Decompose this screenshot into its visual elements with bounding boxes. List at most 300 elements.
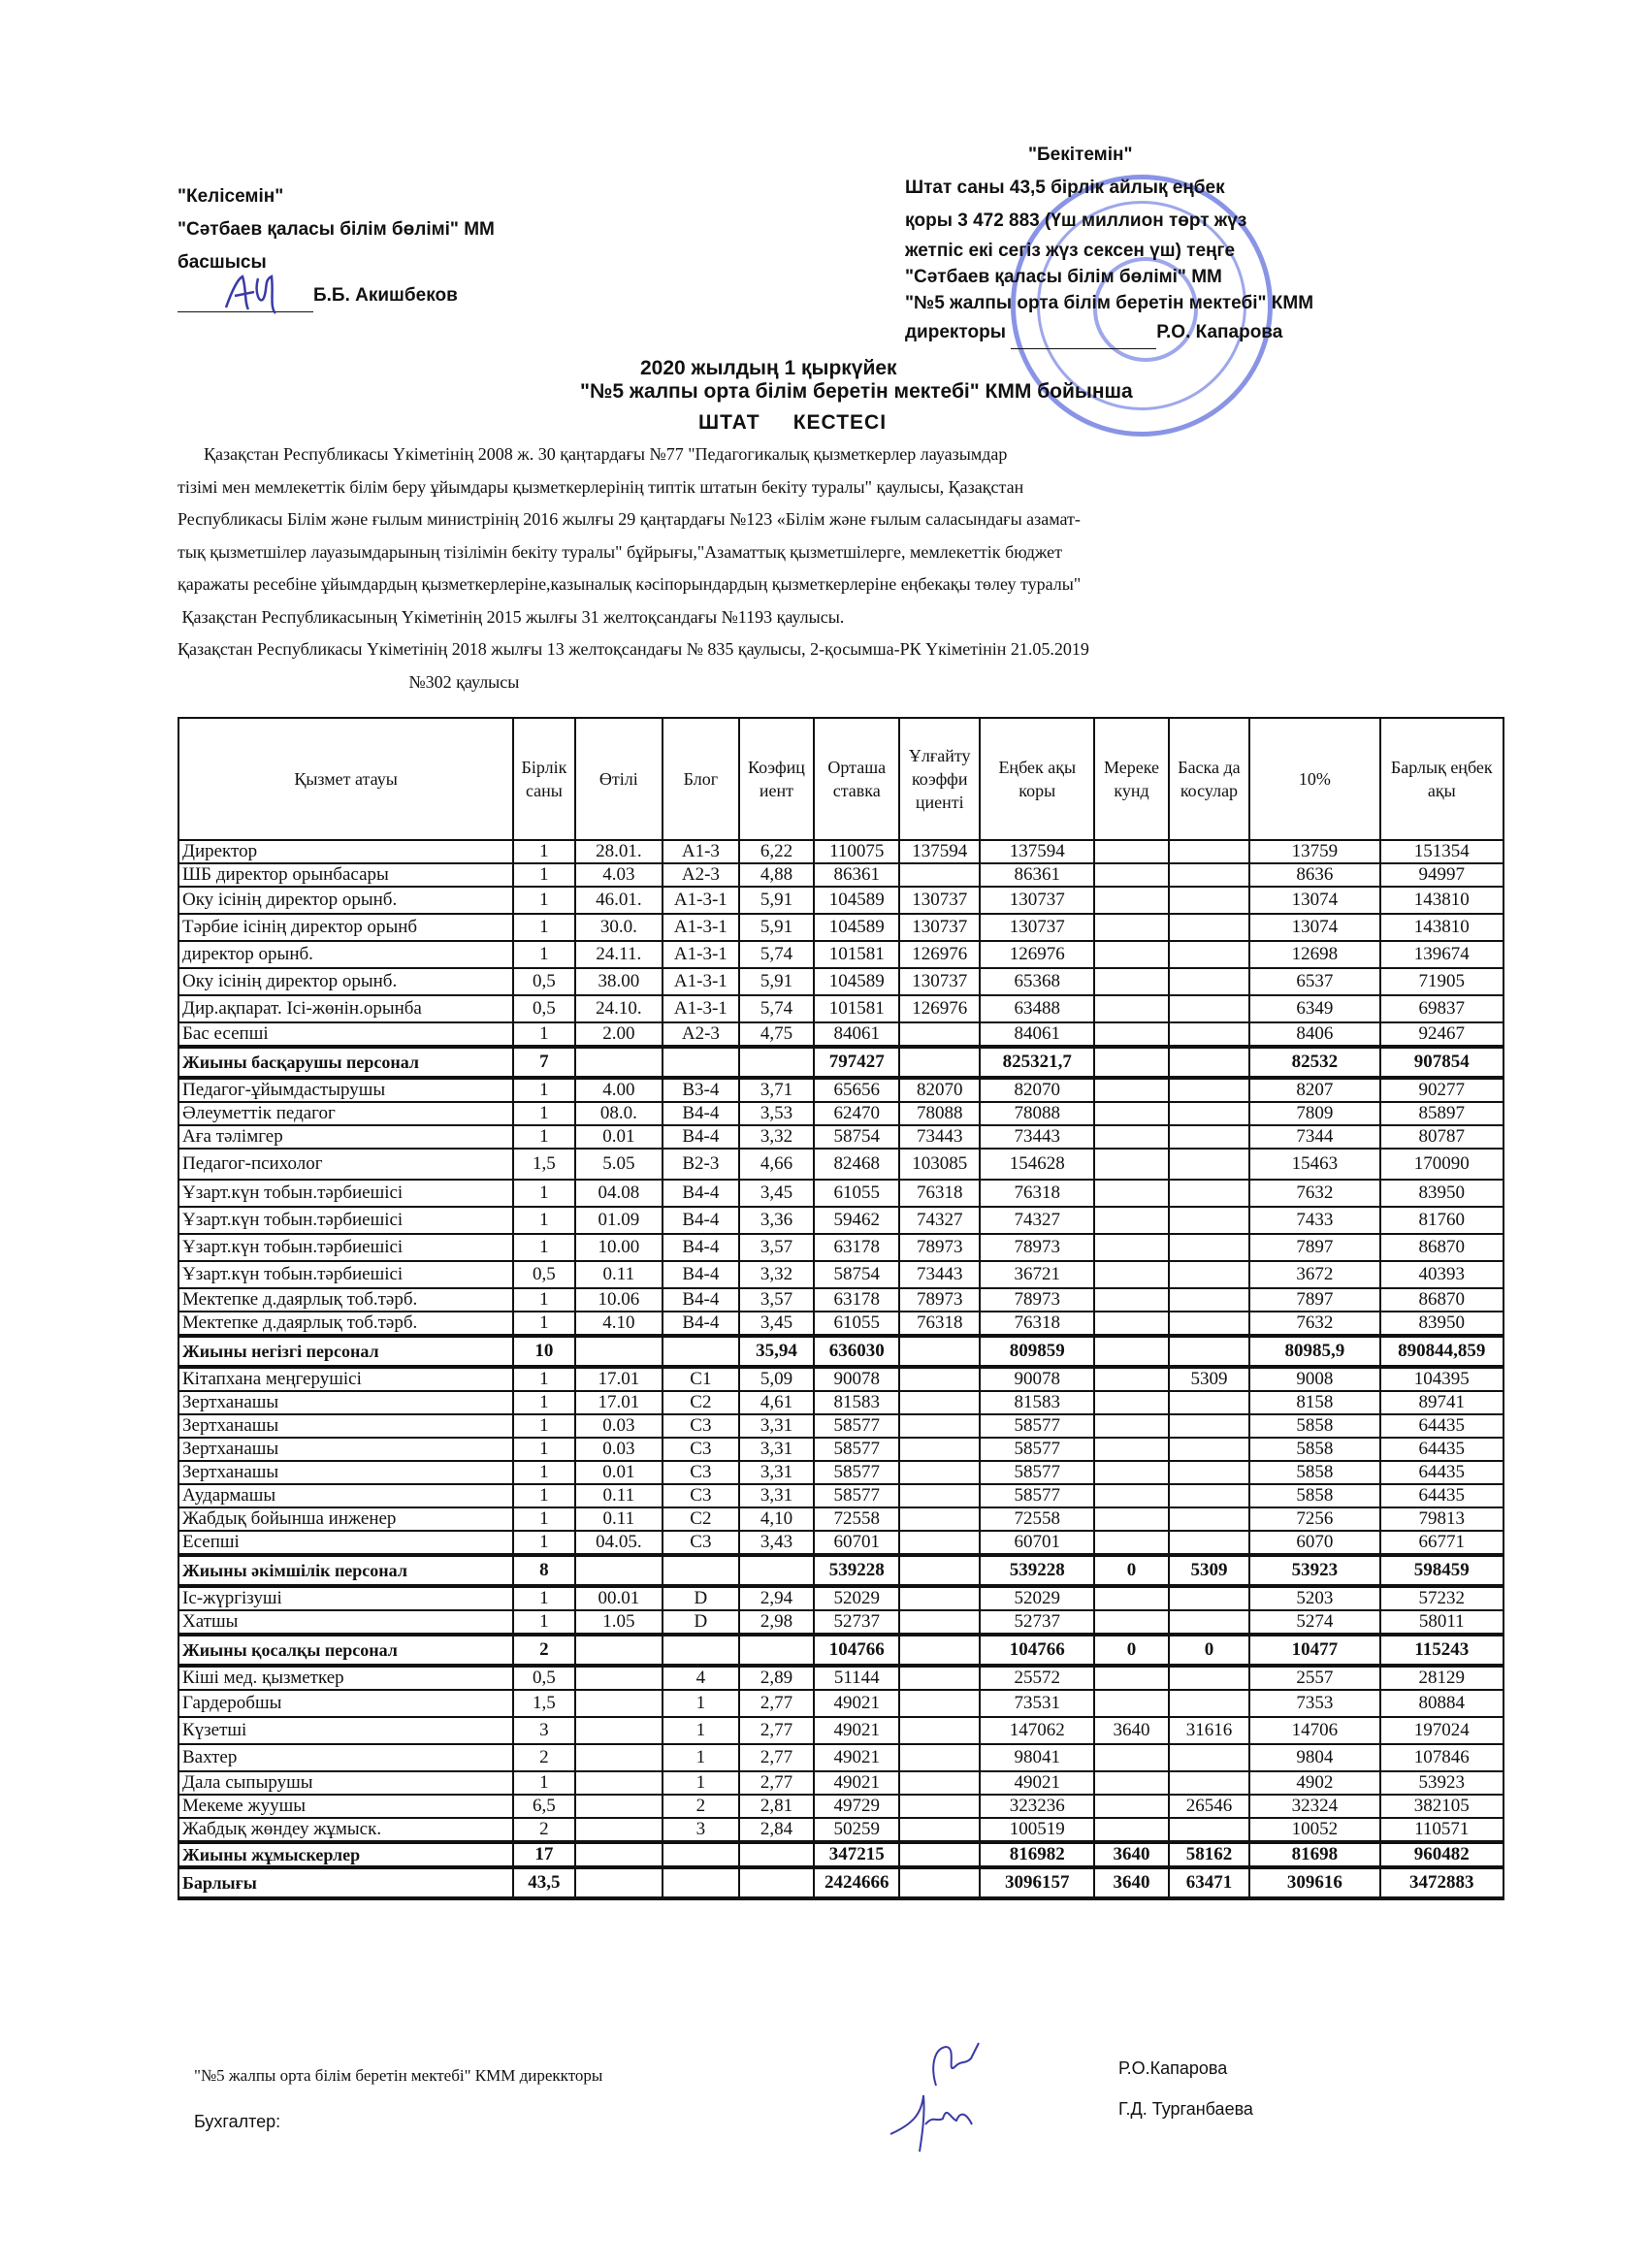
cell-position: Директор xyxy=(178,840,513,863)
cell-coefficient: 3,45 xyxy=(739,1180,814,1207)
intro-line: Қазақстан Республикасының Үкіметінің 2015 жылғы 31 желтоқсандағы №1193 қаулысы. xyxy=(178,606,845,627)
approval-right-heading: "Бекітемін" xyxy=(1028,145,1133,165)
table-total-row xyxy=(178,1842,1504,1867)
table-row xyxy=(178,1234,1504,1261)
cell-units: 1 xyxy=(513,1180,575,1207)
cell-total-wage: 115243 xyxy=(1380,1635,1504,1666)
cell-increase-coef xyxy=(899,1022,980,1047)
cell-wage-fund: 825321,7 xyxy=(980,1047,1094,1078)
cell-experience xyxy=(575,1555,663,1586)
table-row xyxy=(178,1078,1504,1102)
accountant-signature-icon xyxy=(883,2086,999,2154)
cell-wage-fund: 809859 xyxy=(980,1336,1094,1367)
cell-wage-fund: 147062 xyxy=(980,1717,1094,1744)
cell-units: 1 xyxy=(513,1414,575,1438)
cell-other-additions xyxy=(1169,1288,1249,1312)
cell-holiday xyxy=(1094,1261,1168,1288)
cell-other-additions: 0 xyxy=(1169,1635,1249,1666)
cell-increase-coef: 78973 xyxy=(899,1288,980,1312)
cell-holiday xyxy=(1094,1744,1168,1771)
cell-ten-percent: 9804 xyxy=(1249,1744,1379,1771)
cell-total-wage: 64435 xyxy=(1380,1414,1504,1438)
approval-right-signature-line xyxy=(905,316,1313,349)
cell-units: 0,5 xyxy=(513,1666,575,1690)
cell-total-wage: 71905 xyxy=(1380,968,1504,995)
cell-block: D xyxy=(663,1610,739,1635)
cell-units: 1 xyxy=(513,1438,575,1461)
cell-block: В3-4 xyxy=(663,1078,739,1102)
cell-ten-percent: 10477 xyxy=(1249,1635,1379,1666)
cell-ten-percent: 5858 xyxy=(1249,1484,1379,1507)
cell-units: 2 xyxy=(513,1818,575,1842)
title-doc: ШТАТ КЕСТЕСІ xyxy=(698,411,888,434)
cell-increase-coef: 82070 xyxy=(899,1078,980,1102)
legal-basis-paragraph xyxy=(178,438,1468,698)
cell-block: С3 xyxy=(663,1438,739,1461)
cell-total-wage: 94997 xyxy=(1380,863,1504,887)
cell-position: Педагог-ұйымдастырушы xyxy=(178,1078,513,1102)
cell-block: С1 xyxy=(663,1367,739,1391)
cell-experience: 2.00 xyxy=(575,1022,663,1047)
cell-other-additions xyxy=(1169,1690,1249,1717)
cell-increase-coef xyxy=(899,1336,980,1367)
cell-position: Бас есепші xyxy=(178,1022,513,1047)
cell-coefficient: 2,89 xyxy=(739,1666,814,1690)
cell-position: Есепші xyxy=(178,1531,513,1555)
cell-block: 1 xyxy=(663,1744,739,1771)
cell-coefficient: 4,88 xyxy=(739,863,814,887)
cell-units: 1 xyxy=(513,941,575,968)
cell-other-additions xyxy=(1169,840,1249,863)
cell-units: 7 xyxy=(513,1047,575,1078)
cell-increase-coef xyxy=(899,1842,980,1867)
cell-wage-fund: 76318 xyxy=(980,1180,1094,1207)
cell-ten-percent: 5203 xyxy=(1249,1586,1379,1610)
cell-block: 3 xyxy=(663,1818,739,1842)
cell-position: Мектепке д.даярлық тоб.тәрб. xyxy=(178,1312,513,1336)
cell-holiday xyxy=(1094,1771,1168,1795)
cell-avg-rate: 49729 xyxy=(814,1795,899,1818)
cell-experience xyxy=(575,1690,663,1717)
cell-increase-coef xyxy=(899,1771,980,1795)
cell-experience: 0.11 xyxy=(575,1507,663,1531)
cell-holiday xyxy=(1094,968,1168,995)
cell-block: С3 xyxy=(663,1484,739,1507)
cell-ten-percent: 7632 xyxy=(1249,1312,1379,1336)
cell-increase-coef: 103085 xyxy=(899,1149,980,1180)
cell-experience: 04.08 xyxy=(575,1180,663,1207)
cell-coefficient: 5,09 xyxy=(739,1367,814,1391)
cell-units: 1 xyxy=(513,1288,575,1312)
col-header-ten-percent: 10% xyxy=(1249,718,1379,840)
approval-right-role: директоры xyxy=(905,322,1006,342)
cell-block: А2-3 xyxy=(663,863,739,887)
cell-position: Жабдық жөндеу жұмыск. xyxy=(178,1818,513,1842)
cell-total-wage: 3472883 xyxy=(1380,1867,1504,1898)
cell-ten-percent: 53923 xyxy=(1249,1555,1379,1586)
cell-increase-coef: 78088 xyxy=(899,1102,980,1125)
cell-holiday xyxy=(1094,1149,1168,1180)
cell-increase-coef xyxy=(899,1507,980,1531)
cell-holiday xyxy=(1094,995,1168,1022)
cell-avg-rate: 52029 xyxy=(814,1586,899,1610)
cell-position: Зертханашы xyxy=(178,1461,513,1484)
approval-left-heading: "Келісемін" xyxy=(178,186,284,207)
cell-experience: 4.03 xyxy=(575,863,663,887)
cell-total-wage: 382105 xyxy=(1380,1795,1504,1818)
cell-avg-rate: 101581 xyxy=(814,995,899,1022)
table-row xyxy=(178,1771,1504,1795)
cell-wage-fund: 98041 xyxy=(980,1744,1094,1771)
cell-wage-fund: 323236 xyxy=(980,1795,1094,1818)
cell-units: 1 xyxy=(513,1125,575,1149)
table-body xyxy=(178,840,1504,1898)
cell-position: Кітапхана меңгерушісі xyxy=(178,1367,513,1391)
cell-wage-fund: 126976 xyxy=(980,941,1094,968)
cell-total-wage: 598459 xyxy=(1380,1555,1504,1586)
cell-avg-rate: 101581 xyxy=(814,941,899,968)
cell-position: Әлеуметтік педагог xyxy=(178,1102,513,1125)
cell-holiday xyxy=(1094,1610,1168,1635)
cell-block: 2 xyxy=(663,1795,739,1818)
cell-units: 1 xyxy=(513,1367,575,1391)
cell-ten-percent: 5858 xyxy=(1249,1438,1379,1461)
cell-coefficient: 6,22 xyxy=(739,840,814,863)
table-header-row xyxy=(178,718,1504,840)
approval-left xyxy=(178,180,495,312)
table-row xyxy=(178,1507,1504,1531)
cell-units: 1 xyxy=(513,1391,575,1414)
cell-coefficient: 2,81 xyxy=(739,1795,814,1818)
cell-holiday xyxy=(1094,1367,1168,1391)
cell-avg-rate: 104589 xyxy=(814,914,899,941)
intro-line: Қазақстан Республикасы Үкіметінің 2018 жылғы 13 желтоқсандағы № 835 қаулысы, 2-қосымша-РК Үкіметінін 21.05.2019 xyxy=(178,639,1089,659)
cell-total-wage: 107846 xyxy=(1380,1744,1504,1771)
cell-ten-percent: 12698 xyxy=(1249,941,1379,968)
cell-wage-fund: 90078 xyxy=(980,1367,1094,1391)
cell-coefficient: 5,74 xyxy=(739,941,814,968)
table-total-row xyxy=(178,1867,1504,1898)
cell-coefficient: 5,74 xyxy=(739,995,814,1022)
approval-right-line4: "Сәтбаев қаласы білім бөлімі" ММ xyxy=(905,267,1222,287)
table-row xyxy=(178,840,1504,863)
approval-right-signer: Р.О. Капарова xyxy=(1156,322,1283,342)
cell-holiday xyxy=(1094,1234,1168,1261)
cell-units: 10 xyxy=(513,1336,575,1367)
cell-coefficient: 3,31 xyxy=(739,1438,814,1461)
cell-avg-rate: 636030 xyxy=(814,1336,899,1367)
cell-units: 1 xyxy=(513,1586,575,1610)
table-row xyxy=(178,1717,1504,1744)
cell-holiday xyxy=(1094,1180,1168,1207)
cell-units: 17 xyxy=(513,1842,575,1867)
table-row xyxy=(178,1207,1504,1234)
cell-coefficient: 3,71 xyxy=(739,1078,814,1102)
cell-increase-coef xyxy=(899,1047,980,1078)
cell-position: Іс-жүргізуші xyxy=(178,1586,513,1610)
cell-avg-rate: 58577 xyxy=(814,1438,899,1461)
cell-position: Ұзарт.күн тобын.тәрбиешісі xyxy=(178,1261,513,1288)
cell-wage-fund: 36721 xyxy=(980,1261,1094,1288)
cell-holiday: 3640 xyxy=(1094,1842,1168,1867)
cell-holiday: 0 xyxy=(1094,1635,1168,1666)
cell-position: Дала сыпырушы xyxy=(178,1771,513,1795)
cell-ten-percent: 5274 xyxy=(1249,1610,1379,1635)
footer-accountant-label: Бухгалтер: xyxy=(194,2112,281,2131)
director-signature-icon xyxy=(907,2037,1004,2095)
cell-ten-percent: 13759 xyxy=(1249,840,1379,863)
cell-total-wage: 143810 xyxy=(1380,914,1504,941)
cell-ten-percent: 3672 xyxy=(1249,1261,1379,1288)
cell-block: 1 xyxy=(663,1690,739,1717)
cell-other-additions xyxy=(1169,887,1249,914)
cell-wage-fund: 78973 xyxy=(980,1234,1094,1261)
cell-position: Жабдық бойынша инженер xyxy=(178,1507,513,1531)
cell-block: С3 xyxy=(663,1531,739,1555)
cell-avg-rate: 90078 xyxy=(814,1367,899,1391)
cell-wage-fund: 65368 xyxy=(980,968,1094,995)
cell-avg-rate: 61055 xyxy=(814,1180,899,1207)
cell-holiday xyxy=(1094,1666,1168,1690)
cell-units: 1 xyxy=(513,1234,575,1261)
intro-line: Қазақстан Республикасы Үкіметінің 2008 ж. 30 қаңтардағы №77 "Педагогикалық қызметкерлер лауазымдар xyxy=(178,444,1008,464)
cell-increase-coef: 137594 xyxy=(899,840,980,863)
cell-experience xyxy=(575,1666,663,1690)
cell-position: Оку ісінің директор орынб. xyxy=(178,887,513,914)
cell-holiday xyxy=(1094,1207,1168,1234)
cell-other-additions xyxy=(1169,1047,1249,1078)
cell-avg-rate: 50259 xyxy=(814,1818,899,1842)
cell-position: Педагог-психолог xyxy=(178,1149,513,1180)
cell-total-wage: 907854 xyxy=(1380,1047,1504,1078)
cell-ten-percent: 80985,9 xyxy=(1249,1336,1379,1367)
col-header-position: Қызмет атауы xyxy=(178,718,513,840)
cell-avg-rate: 61055 xyxy=(814,1312,899,1336)
cell-increase-coef: 126976 xyxy=(899,995,980,1022)
cell-ten-percent: 7344 xyxy=(1249,1125,1379,1149)
cell-other-additions xyxy=(1169,1391,1249,1414)
cell-wage-fund: 72558 xyxy=(980,1507,1094,1531)
cell-block xyxy=(663,1336,739,1367)
cell-experience: 0.03 xyxy=(575,1414,663,1438)
cell-wage-fund: 86361 xyxy=(980,863,1094,887)
cell-coefficient xyxy=(739,1047,814,1078)
cell-total-wage: 57232 xyxy=(1380,1586,1504,1610)
cell-avg-rate: 347215 xyxy=(814,1842,899,1867)
cell-units: 2 xyxy=(513,1635,575,1666)
cell-block xyxy=(663,1842,739,1867)
table-row xyxy=(178,914,1504,941)
cell-ten-percent: 13074 xyxy=(1249,887,1379,914)
cell-units: 1 xyxy=(513,1461,575,1484)
cell-coefficient: 2,77 xyxy=(739,1717,814,1744)
cell-other-additions xyxy=(1169,1744,1249,1771)
cell-experience: 46.01. xyxy=(575,887,663,914)
cell-units: 1 xyxy=(513,1102,575,1125)
cell-block: А1-3-1 xyxy=(663,914,739,941)
cell-other-additions xyxy=(1169,941,1249,968)
cell-ten-percent: 81698 xyxy=(1249,1842,1379,1867)
cell-position: Зертханашы xyxy=(178,1438,513,1461)
cell-holiday xyxy=(1094,1312,1168,1336)
cell-holiday xyxy=(1094,1690,1168,1717)
table-row xyxy=(178,1484,1504,1507)
cell-block: В2-3 xyxy=(663,1149,739,1180)
intro-line: тық қызметшілер лауазымдарының тізілімін бекіту туралы" бұйрығы,"Азаматтық қызметшілерге, мемлекеттік бюджет xyxy=(178,541,1062,562)
cell-avg-rate: 82468 xyxy=(814,1149,899,1180)
cell-coefficient: 5,91 xyxy=(739,887,814,914)
cell-block: С2 xyxy=(663,1507,739,1531)
table-row xyxy=(178,968,1504,995)
cell-ten-percent: 15463 xyxy=(1249,1149,1379,1180)
cell-coefficient: 2,98 xyxy=(739,1610,814,1635)
cell-other-additions: 26546 xyxy=(1169,1795,1249,1818)
cell-ten-percent: 8406 xyxy=(1249,1022,1379,1047)
table-row xyxy=(178,995,1504,1022)
cell-other-additions xyxy=(1169,1414,1249,1438)
cell-increase-coef xyxy=(899,1438,980,1461)
table-total-row xyxy=(178,1047,1504,1078)
table-row xyxy=(178,1125,1504,1149)
cell-holiday xyxy=(1094,1531,1168,1555)
cell-experience xyxy=(575,1795,663,1818)
cell-coefficient: 4,10 xyxy=(739,1507,814,1531)
cell-total-wage: 197024 xyxy=(1380,1717,1504,1744)
cell-wage-fund: 816982 xyxy=(980,1842,1094,1867)
cell-wage-fund: 49021 xyxy=(980,1771,1094,1795)
cell-holiday xyxy=(1094,1102,1168,1125)
cell-ten-percent: 5858 xyxy=(1249,1414,1379,1438)
cell-position: Жиыны қосалқы персонал xyxy=(178,1635,513,1666)
cell-holiday xyxy=(1094,1288,1168,1312)
cell-total-wage: 86870 xyxy=(1380,1234,1504,1261)
staff-schedule-table xyxy=(178,717,1504,1900)
cell-wage-fund: 52029 xyxy=(980,1586,1094,1610)
approval-left-signature-line xyxy=(178,279,495,312)
title-date: 2020 жылдың 1 қыркүйек xyxy=(640,357,897,379)
cell-position: Жиыны әкімшілік персонал xyxy=(178,1555,513,1586)
approval-left-signer: Б.Б. Акишбеков xyxy=(313,285,458,306)
cell-block: В4-4 xyxy=(663,1234,739,1261)
cell-ten-percent: 7897 xyxy=(1249,1288,1379,1312)
cell-total-wage: 92467 xyxy=(1380,1022,1504,1047)
table-row xyxy=(178,1744,1504,1771)
cell-increase-coef: 130737 xyxy=(899,887,980,914)
cell-experience: 38.00 xyxy=(575,968,663,995)
cell-other-additions xyxy=(1169,1125,1249,1149)
cell-block: А1-3-1 xyxy=(663,941,739,968)
cell-experience: 01.09 xyxy=(575,1207,663,1234)
cell-ten-percent: 7897 xyxy=(1249,1234,1379,1261)
cell-increase-coef xyxy=(899,1461,980,1484)
cell-holiday xyxy=(1094,863,1168,887)
cell-other-additions xyxy=(1169,1022,1249,1047)
table-row xyxy=(178,1414,1504,1438)
cell-other-additions xyxy=(1169,1610,1249,1635)
table-row xyxy=(178,1261,1504,1288)
cell-other-additions: 31616 xyxy=(1169,1717,1249,1744)
cell-coefficient: 3,31 xyxy=(739,1414,814,1438)
cell-total-wage: 90277 xyxy=(1380,1078,1504,1102)
cell-increase-coef xyxy=(899,1414,980,1438)
cell-position: Күзетші xyxy=(178,1717,513,1744)
cell-units: 1 xyxy=(513,887,575,914)
cell-total-wage: 83950 xyxy=(1380,1312,1504,1336)
col-header-holiday: Мереке кунд xyxy=(1094,718,1168,840)
cell-units: 43,5 xyxy=(513,1867,575,1898)
cell-total-wage: 139674 xyxy=(1380,941,1504,968)
table-row xyxy=(178,1022,1504,1047)
cell-position: Ұзарт.күн тобын.тәрбиешісі xyxy=(178,1234,513,1261)
cell-holiday xyxy=(1094,1047,1168,1078)
cell-coefficient: 3,57 xyxy=(739,1288,814,1312)
cell-position: Вахтер xyxy=(178,1744,513,1771)
cell-total-wage: 69837 xyxy=(1380,995,1504,1022)
cell-units: 1 xyxy=(513,1610,575,1635)
col-header-experience: Өтілі xyxy=(575,718,663,840)
cell-coefficient: 4,61 xyxy=(739,1391,814,1414)
cell-total-wage: 170090 xyxy=(1380,1149,1504,1180)
cell-holiday: 0 xyxy=(1094,1555,1168,1586)
cell-units: 2 xyxy=(513,1744,575,1771)
cell-holiday xyxy=(1094,1795,1168,1818)
cell-block: С3 xyxy=(663,1461,739,1484)
cell-units: 1 xyxy=(513,1078,575,1102)
cell-wage-fund: 104766 xyxy=(980,1635,1094,1666)
cell-experience xyxy=(575,1635,663,1666)
cell-block: В4-4 xyxy=(663,1125,739,1149)
cell-other-additions xyxy=(1169,1234,1249,1261)
cell-block: В4-4 xyxy=(663,1288,739,1312)
cell-total-wage: 64435 xyxy=(1380,1461,1504,1484)
cell-units: 1 xyxy=(513,840,575,863)
cell-ten-percent: 7353 xyxy=(1249,1690,1379,1717)
cell-experience: 28.01. xyxy=(575,840,663,863)
cell-holiday xyxy=(1094,1414,1168,1438)
table-row xyxy=(178,887,1504,914)
cell-position: Жиыны басқарушы персонал xyxy=(178,1047,513,1078)
table-row xyxy=(178,1666,1504,1690)
cell-units: 1 xyxy=(513,863,575,887)
cell-wage-fund: 84061 xyxy=(980,1022,1094,1047)
cell-total-wage: 151354 xyxy=(1380,840,1504,863)
cell-other-additions xyxy=(1169,1484,1249,1507)
table-total-row xyxy=(178,1635,1504,1666)
cell-block: А2-3 xyxy=(663,1022,739,1047)
approval-right-line2: қоры 3 472 883 (Үш миллион төрт жүз xyxy=(905,211,1247,231)
intro-line: №302 қаулысы xyxy=(178,671,520,692)
cell-total-wage: 80787 xyxy=(1380,1125,1504,1149)
cell-coefficient: 35,94 xyxy=(739,1336,814,1367)
cell-experience: 17.01 xyxy=(575,1367,663,1391)
cell-holiday xyxy=(1094,840,1168,863)
cell-other-additions xyxy=(1169,1461,1249,1484)
cell-wage-fund: 58577 xyxy=(980,1461,1094,1484)
cell-coefficient: 3,53 xyxy=(739,1102,814,1125)
cell-position: директор орынб. xyxy=(178,941,513,968)
approval-left-role: басшысы xyxy=(178,252,267,273)
table-row xyxy=(178,1818,1504,1842)
col-header-total-wage: Барлық еңбек ақы xyxy=(1380,718,1504,840)
col-header-coefficient: Коэфиц иент xyxy=(739,718,814,840)
cell-other-additions xyxy=(1169,1180,1249,1207)
cell-holiday: 3640 xyxy=(1094,1867,1168,1898)
cell-wage-fund: 78088 xyxy=(980,1102,1094,1125)
cell-experience xyxy=(575,1842,663,1867)
cell-units: 0,5 xyxy=(513,1261,575,1288)
cell-increase-coef: 74327 xyxy=(899,1207,980,1234)
cell-coefficient xyxy=(739,1635,814,1666)
